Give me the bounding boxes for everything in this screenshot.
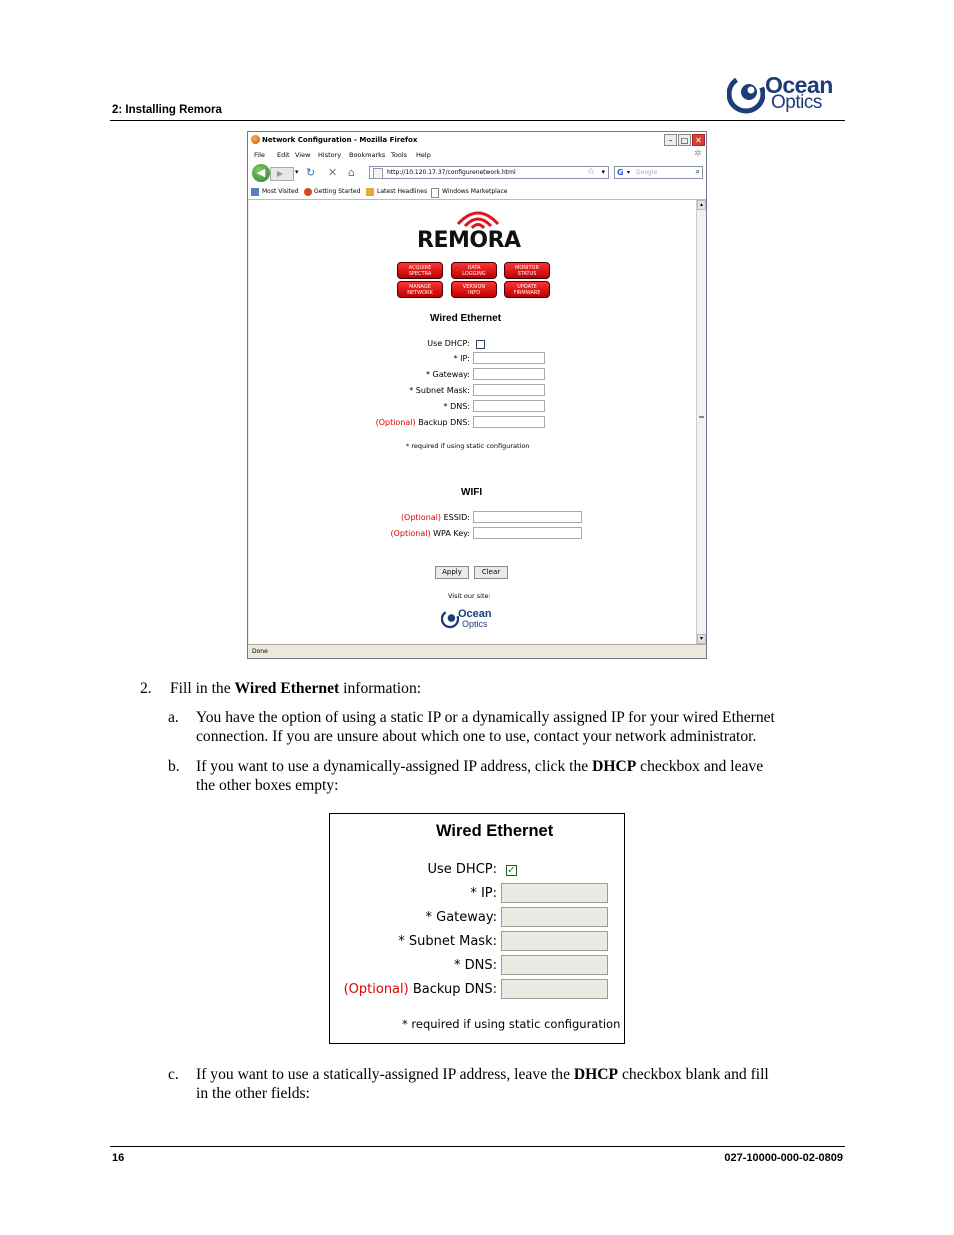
ip-label: * IP: (453, 354, 470, 363)
url-dropdown-icon[interactable]: ▾ (601, 168, 605, 176)
bookmark-star-icon[interactable]: ☆ (586, 167, 595, 177)
panel-dhcp-checkbox[interactable] (506, 865, 517, 876)
scroll-up-icon[interactable]: ▴ (697, 200, 706, 210)
browser-content (249, 200, 696, 644)
bookmark-most-visited[interactable]: Most Visited (262, 188, 299, 195)
close-button[interactable]: ✕ (692, 134, 705, 146)
ip-input[interactable] (473, 352, 545, 364)
menu-edit[interactable]: Edit (277, 151, 290, 159)
running-header: 2: Installing Remora (112, 104, 222, 116)
minimize-button[interactable]: – (664, 134, 677, 146)
page-icon (373, 168, 383, 179)
panel-title: Wired Ethernet (436, 822, 554, 840)
remora-logo (417, 208, 529, 256)
panel-gateway-input[interactable] (501, 907, 608, 927)
essid-label: (Optional) ESSID: (400, 513, 470, 522)
update-firmware-button[interactable]: UPDATE FIRMWARE (504, 281, 550, 298)
most-visited-icon (251, 188, 259, 196)
menu-bookmarks[interactable]: Bookmarks (349, 151, 386, 159)
history-dropdown-icon[interactable]: ▾ (295, 168, 299, 176)
wired-ethernet-panel (329, 813, 625, 1044)
panel-backup-dns-label: (Optional) Backup DNS: (343, 982, 497, 997)
bookmark-latest-headlines[interactable]: Latest Headlines (377, 188, 428, 195)
panel-required-note: * required if using static configuration (402, 1017, 621, 1031)
document-number: 027-10000-000-02-0809 (724, 1152, 843, 1164)
ocean-optics-logo (727, 72, 845, 116)
step-a-line-1: You have the option of using a static IP or a dynamically assigned IP for your wired Ethernet (196, 709, 775, 726)
header-rule (110, 120, 845, 121)
activity-throbber-icon: ✲ (694, 149, 702, 159)
subnet-mask-input[interactable] (473, 384, 545, 396)
panel-dns-input[interactable] (501, 955, 608, 975)
visit-site-text: Visit our site: (448, 592, 491, 600)
step-b-line-2: the other boxes empty: (196, 777, 339, 794)
search-engine-dropdown-icon[interactable]: ▾ (627, 169, 631, 176)
step-2-number: 2. (140, 680, 152, 697)
wireless-signal-icon (453, 208, 503, 230)
dhcp-checkbox[interactable] (476, 340, 485, 349)
menu-history[interactable]: History (318, 151, 342, 159)
browser-window (247, 131, 707, 659)
status-bar (248, 644, 706, 659)
dns-label: * DNS: (443, 402, 470, 411)
bookmark-windows-marketplace[interactable]: Windows Marketplace (442, 188, 508, 195)
step-2-text: Fill in the Wired Ethernet information: (170, 680, 422, 697)
panel-dns-label: * DNS: (454, 958, 497, 973)
panel-gateway-label: * Gateway: (425, 910, 497, 925)
panel-subnet-mask-label: * Subnet Mask: (398, 934, 497, 949)
step-a-line-2: connection. If you are unsure about which one to use, contact your network administrator. (196, 728, 757, 745)
maximize-button[interactable]: □ (678, 134, 691, 146)
remora-wordmark: REMORA (417, 228, 521, 253)
status-text: Done (252, 648, 268, 655)
footer-rule (110, 1146, 845, 1147)
backup-dns-label: (Optional) Backup DNS: (375, 418, 470, 427)
optional-tag: (Optional) (400, 513, 442, 522)
rss-feed-icon (366, 188, 374, 196)
bookmarks-toolbar (248, 184, 706, 200)
clear-button[interactable]: Clear (474, 566, 508, 579)
step-c-line-1: If you want to use a statically-assigned IP address, leave the DHCP checkbox blank and fill (196, 1066, 769, 1083)
wired-ethernet-heading: Wired Ethernet (430, 313, 502, 324)
panel-optional-tag: (Optional) (343, 982, 409, 997)
page-icon (431, 188, 439, 198)
vertical-scrollbar[interactable] (696, 200, 707, 644)
search-placeholder: Google (636, 169, 658, 176)
step-b-line-1: If you want to use a dynamically-assigned IP address, click the DHCP checkbox and leave (196, 758, 764, 775)
scroll-grip[interactable] (699, 416, 704, 418)
dns-input[interactable] (473, 400, 545, 412)
menu-bar (248, 149, 706, 162)
page-number: 16 (112, 1152, 125, 1164)
firefox-icon (251, 135, 260, 144)
panel-ip-label: * IP: (470, 886, 497, 901)
apply-button[interactable]: Apply (435, 566, 469, 579)
acquire-spectra-button[interactable]: ACQUIRE SPECTRA (397, 262, 443, 279)
use-dhcp-label: Use DHCP: (427, 339, 470, 348)
browser-title: Network Configuration - Mozilla Firefox (262, 136, 418, 144)
logo-word-optics: Optics (771, 92, 822, 113)
manage-network-button[interactable]: MANAGE NETWORK (397, 281, 443, 298)
menu-view[interactable]: View (295, 151, 311, 159)
bookmark-getting-started[interactable]: Getting Started (314, 188, 361, 195)
navigation-toolbar (248, 162, 706, 184)
url-text: http://10.120.17.37/configurenetwork.html (387, 169, 516, 176)
panel-backup-dns-input[interactable] (501, 979, 608, 999)
gateway-label: * Gateway: (426, 370, 470, 379)
ocean-optics-swirl-icon (441, 608, 459, 630)
link-word-optics: Optics (462, 619, 488, 629)
browser-titlebar (248, 132, 706, 150)
ocean-optics-swirl-icon (727, 72, 765, 116)
check-icon: ✓ (507, 865, 516, 876)
required-note: * required if using static configuration (406, 442, 530, 450)
optional-tag: (Optional) (390, 529, 431, 538)
panel-ip-input[interactable] (501, 883, 608, 903)
gateway-input[interactable] (473, 368, 545, 380)
search-bar[interactable] (614, 166, 703, 179)
scroll-down-icon[interactable]: ▾ (697, 634, 706, 644)
step-c-label: c. (168, 1066, 179, 1083)
data-logging-button[interactable]: DATA LOGGING (451, 262, 497, 279)
step-a-label: a. (168, 709, 179, 726)
panel-use-dhcp-label: Use DHCP: (427, 862, 497, 877)
home-icon[interactable]: ⌂ (348, 166, 355, 179)
wpa-key-input[interactable] (473, 527, 582, 539)
ocean-optics-link[interactable] (441, 608, 511, 632)
forward-button[interactable]: ▶ (270, 167, 294, 181)
version-info-button[interactable]: VERSION INFO (451, 281, 497, 298)
wpa-key-label: (Optional) WPA Key: (390, 529, 470, 538)
panel-subnet-mask-input[interactable] (501, 931, 608, 951)
google-icon[interactable]: G (617, 168, 624, 177)
step-c-line-2: in the other fields: (196, 1085, 310, 1102)
stop-icon[interactable]: ✕ (328, 166, 338, 179)
subnet-mask-label: * Subnet Mask: (409, 386, 470, 395)
menu-help[interactable]: Help (416, 151, 431, 159)
link-word-ocean: Ocean (458, 608, 492, 620)
reload-icon[interactable]: ↻ (306, 166, 316, 179)
menu-file[interactable]: File (254, 151, 265, 159)
essid-input[interactable] (473, 511, 582, 523)
monitor-status-button[interactable]: MONITOR STATUS (504, 262, 550, 279)
getting-started-icon (304, 188, 312, 196)
step-b-label: b. (168, 758, 180, 775)
optional-tag: (Optional) (375, 418, 416, 427)
menu-tools[interactable]: Tools (391, 151, 408, 159)
wifi-heading: WIFI (461, 487, 483, 498)
back-button[interactable]: ◀ (252, 164, 270, 182)
address-bar[interactable] (369, 166, 609, 179)
search-icon[interactable]: ⌕ (695, 167, 700, 176)
backup-dns-input[interactable] (473, 416, 545, 428)
logo-word-ocean: Ocean (765, 72, 833, 98)
